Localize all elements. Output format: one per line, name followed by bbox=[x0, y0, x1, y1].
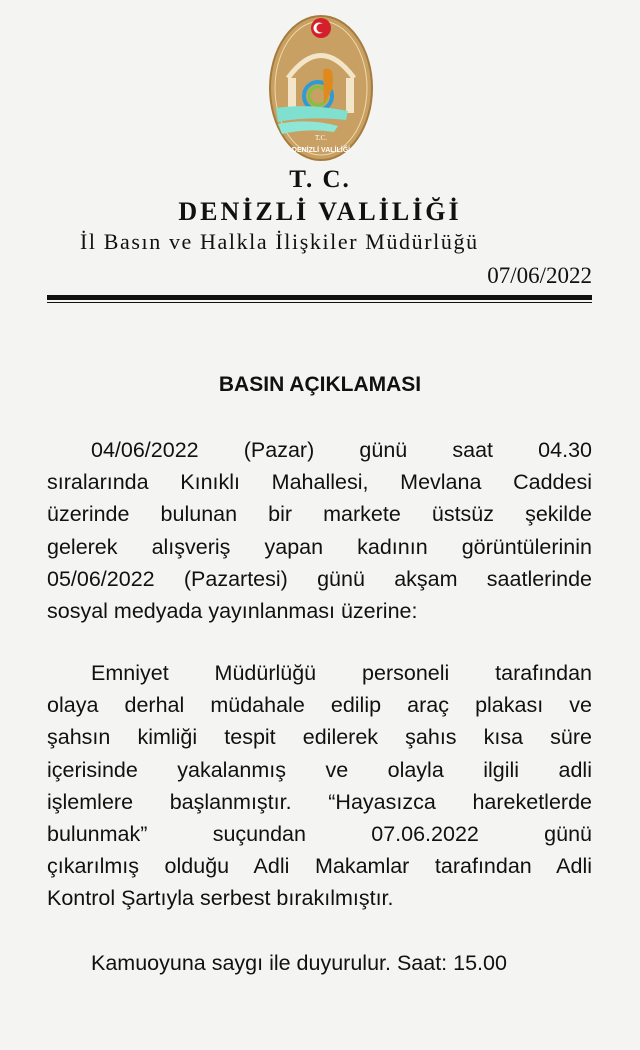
paragraph-line: bulunmak” suçundan 07.06.2022 günü bbox=[47, 821, 592, 846]
paragraph-1 bbox=[47, 434, 592, 627]
header-tc: T. C. bbox=[289, 166, 351, 193]
paragraph-line: sıralarında Kınıklı Mahallesi, Mevlana Caddesi bbox=[47, 470, 592, 495]
paragraph-line: 05/06/2022 (Pazartesi) günü akşam saatlerinde bbox=[47, 566, 592, 591]
paragraph-line: işlemlere başlanmıştır. “Hayasızca hareketlerde bbox=[47, 789, 592, 814]
paragraph-line: Kamuoyuna saygı ile duyurulur. Saat: 15.00 bbox=[91, 951, 507, 975]
header-divider-thin bbox=[47, 302, 592, 303]
paragraph-line: gelerek alışveriş yapan kadının görüntülerinin bbox=[47, 534, 592, 559]
header-divider-thick bbox=[47, 295, 592, 300]
svg-text:T.C.: T.C. bbox=[315, 134, 327, 142]
paragraph-line: şahsın kimliği tespit edilerek şahıs kısa süre bbox=[47, 725, 592, 750]
document-title: BASIN AÇIKLAMASI bbox=[218, 373, 422, 396]
paragraph-2 bbox=[47, 657, 592, 915]
header-date: 07/06/2022 bbox=[487, 263, 592, 288]
paragraph-line: 04/06/2022 (Pazar) günü saat 04.30 bbox=[91, 438, 592, 462]
paragraph-line: Emniyet Müdürlüğü personeli tarafından bbox=[91, 661, 592, 685]
denizli-valiligi-seal-logo bbox=[268, 8, 374, 162]
paragraph-line: içerisinde yakalanmış ve olayla ilgili adli bbox=[47, 757, 592, 782]
paragraph-line: üzerinde bulunan bir markete üstsüz şekilde bbox=[47, 502, 592, 527]
header-department: İl Basın ve Halkla İlişkiler Müdürlüğü bbox=[80, 229, 479, 254]
paragraph-line: çıkarılmış olduğu Adli Makamlar tarafından Adli bbox=[47, 854, 592, 879]
svg-text:DENİZLİ VALİLİĞİ: DENİZLİ VALİLİĞİ bbox=[291, 147, 351, 154]
paragraph-line: Kontrol Şartıyla serbest bırakılmıştır. bbox=[47, 886, 394, 911]
paragraph-3 bbox=[47, 947, 592, 979]
paragraph-line: olaya derhal müdahale edilip araç plakası ve bbox=[47, 693, 592, 718]
paragraph-line: sosyal medyada yayınlanması üzerine: bbox=[47, 598, 418, 623]
header-institution: DENİZLİ VALİLİĞİ bbox=[178, 197, 462, 226]
